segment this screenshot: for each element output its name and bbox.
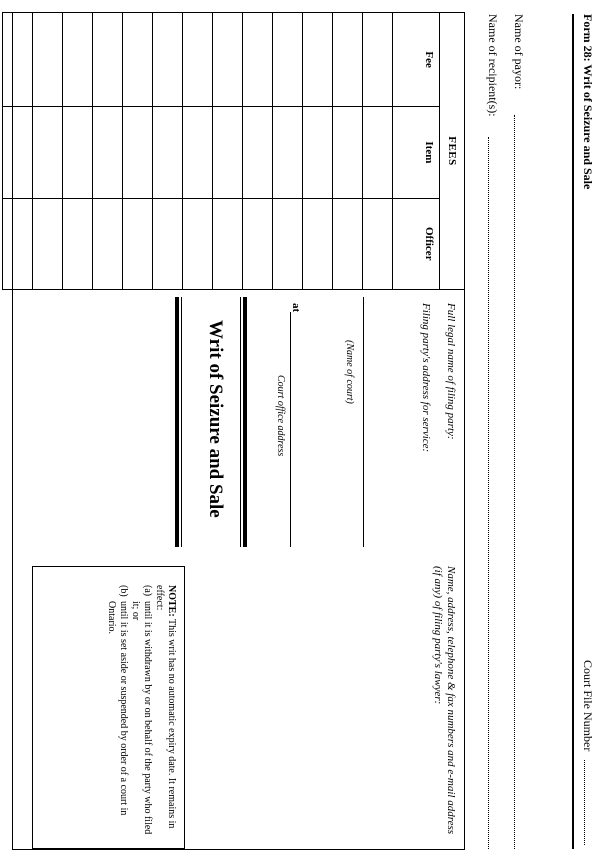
fees-title: FEES	[440, 13, 465, 290]
fees-column-officer: Officer	[393, 198, 440, 289]
note-heading: NOTE:	[166, 585, 177, 617]
court-name-caption: (Name of court)	[344, 340, 355, 404]
fees-row	[303, 13, 333, 290]
court-name-field[interactable]	[363, 297, 364, 547]
fees-row	[93, 13, 123, 290]
payor-label: Name of payor:	[512, 14, 526, 90]
lawyer-info-label: Name, address, telephone & fax numbers and e-mail address (if any) of filing party's lawyer:	[432, 566, 457, 835]
court-at-label: at	[290, 303, 302, 313]
fees-row	[213, 13, 243, 290]
document-title: Writ of Seizure and Sale	[205, 320, 226, 518]
recipient-field[interactable]	[488, 137, 489, 849]
title-bar-bottom-thin	[181, 297, 182, 547]
fees-row	[273, 13, 303, 290]
title-rule	[572, 14, 574, 849]
title-bar-bottom	[175, 297, 179, 547]
note-text: This writ has no automatic expiry date. It remains in effect:	[154, 585, 177, 829]
fees-row	[243, 13, 273, 290]
note-item-label: (a)	[142, 585, 153, 597]
note-item-text: until it is set aside or suspended by order of a court in Ontario.	[106, 601, 129, 816]
court-address-field[interactable]	[290, 312, 291, 547]
fees-row	[63, 13, 93, 290]
fees-row	[123, 13, 153, 290]
fees-column-fee: Fee	[393, 13, 440, 107]
note-item-text: until it is withdrawn by or on behalf of the party who filed it; or	[130, 601, 153, 835]
recipient-label: Name of recipient(s):	[486, 14, 500, 117]
fees-column-item: Item	[393, 107, 440, 198]
title-bar-top	[243, 297, 247, 547]
note-item-label: (b)	[118, 585, 129, 597]
court-address-caption: Court office address	[275, 375, 286, 457]
form-title: Form 28: Writ of Seizure and Sale	[581, 14, 595, 190]
court-file-number-label: Court File Number	[581, 660, 595, 752]
fees-table	[2, 12, 465, 290]
note-item	[105, 585, 129, 840]
fees-row	[33, 13, 63, 290]
filing-party-address-label: Filing party's address for service:	[420, 303, 432, 453]
title-bar-top-thin	[240, 297, 241, 547]
fees-row	[153, 13, 183, 290]
note-box	[32, 566, 185, 849]
fees-row	[363, 13, 393, 290]
filing-party-name-label: Full legal name of filing party:	[445, 303, 457, 440]
court-file-number-field[interactable]	[584, 760, 585, 845]
payor-field[interactable]	[514, 115, 515, 849]
fees-row	[183, 13, 213, 290]
note-item	[129, 585, 153, 840]
fees-row	[3, 13, 33, 290]
fees-row	[333, 13, 363, 290]
